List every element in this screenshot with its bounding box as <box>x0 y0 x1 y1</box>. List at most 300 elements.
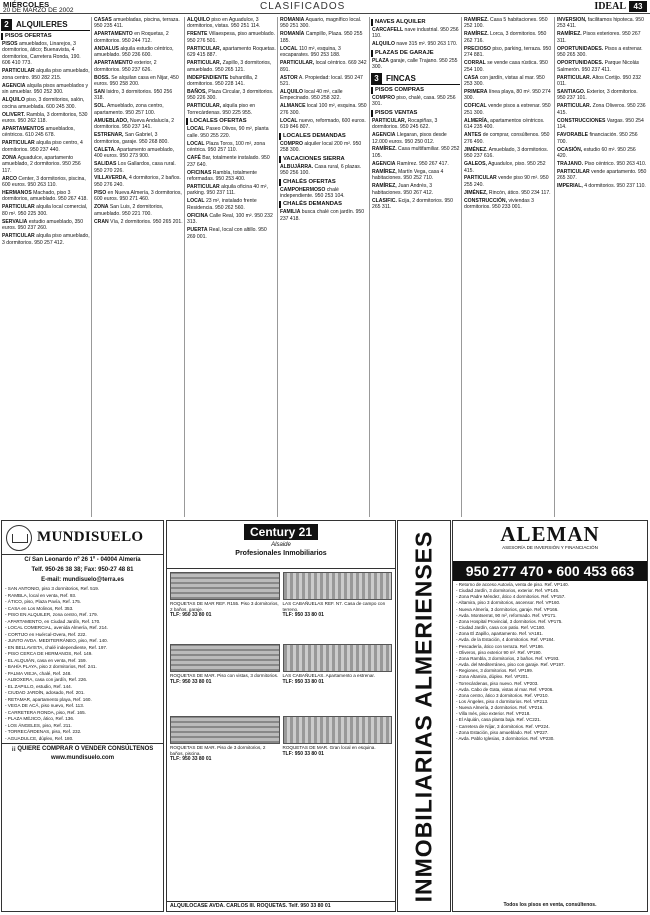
section-number: 3 <box>371 73 382 84</box>
classified-ad <box>1 233 91 246</box>
classified-ad-head: OFICINA <box>187 212 208 219</box>
list-item: - CARRETERA RONDA, piso, Ref. 165. <box>5 709 86 715</box>
property-card <box>283 572 393 641</box>
classified-ad-head: HERMANOS <box>2 190 32 197</box>
classified-ad-text: alquila oficina 40 m², parking. 950 237 111. <box>187 183 268 197</box>
property-text: LAS CABAÑUELAS. Apartamento a estrenar. <box>282 673 375 678</box>
list-item: - EL ALQUIÁN, casa en venta, Ref. 159. <box>5 657 87 663</box>
classified-ad-head: FRENTE <box>187 31 208 38</box>
classified-ad <box>93 175 184 188</box>
mundisuelo-phones: Telf. 950-26 38 38; Fax: 950-27 48 81 <box>31 567 134 573</box>
aleman-ad <box>452 520 648 912</box>
classified-column <box>1 17 92 517</box>
classified-ad-text: Martín Vega, casa 4 habitaciones. 950 252 710. <box>372 168 444 182</box>
classified-ad <box>463 161 554 174</box>
classified-ad <box>93 75 184 88</box>
classified-ad <box>463 89 554 102</box>
classified-ad-text: Pisos a estrenar. 950 265 300. <box>557 45 643 59</box>
list-item: - Zona centro, ático 3 dormitorios. Ref. VP210. <box>456 692 549 698</box>
classified-ad-head: ALMERÍA, <box>464 117 489 124</box>
classified-ad <box>463 147 554 160</box>
subsection-heading: PISOS COMPRAS <box>371 87 461 94</box>
classified-ad-text: Rocapiñas, 3 dormitorios. 950 245 622. <box>372 117 438 131</box>
property-text: ROQUETAS DE MAR. Gran local en esquina. <box>282 745 376 750</box>
classified-ad-head: CONSTRUCCIONES <box>557 117 606 124</box>
property-card <box>170 572 280 641</box>
classified-ad-text: Zapillo, 3 dormitorios, amueblado. 950 265 121. <box>187 60 272 73</box>
list-item: - TORRECÁRDENAS, piso, Ref. 232. <box>5 729 82 734</box>
classified-ad-head: COMPRO <box>372 94 395 101</box>
classified-ad-head: LOCAL <box>187 140 205 147</box>
list-item: - LOS ÁNGELES, piso, Ref. 211. <box>5 722 72 728</box>
classified-column <box>279 17 370 517</box>
classified-ad-head: PARTICULAR <box>2 140 35 147</box>
aleman-footer: Todos los pisos en venta, consúltenos. <box>503 902 597 908</box>
classified-ad-text: Ramírez. 950 267 417. <box>396 160 449 167</box>
classified-ad-head: VILLAVERDA, <box>94 175 128 182</box>
classified-ad-text: garaje, calle Trajano. 950 255 300. <box>372 57 458 71</box>
classified-ad-head: SERVALIA <box>2 218 28 225</box>
list-item: - PISO CERCA DE HERMANOS, Ref. 149. <box>5 651 93 656</box>
classified-ad-head: PARTICULAR, <box>187 103 222 110</box>
classified-ad <box>463 75 554 88</box>
classified-ad-head: ALQUILO <box>2 97 25 104</box>
classified-ad-text: estudio amueblado, 350 euros. 950 237 260. <box>2 218 84 232</box>
classified-ad-text: Juan Andrés, 3 habitaciones. 950 267 412. <box>372 183 434 196</box>
classified-ad-text: chalé independiente. 950 253 104. <box>280 186 345 200</box>
classified-ad-head: CARCAFELL <box>372 27 404 33</box>
property-phone: TLF: 950 33 80 01 <box>282 612 324 619</box>
subsection-heading: PLAZAS DE GARAJE <box>371 50 461 57</box>
classified-ad-head: OFICINAS <box>187 169 212 176</box>
classified-ad-text: Parque Nicolás Salmerón. 950 237 411. <box>557 60 640 73</box>
classified-column <box>93 17 185 517</box>
classified-ad <box>463 17 554 30</box>
classified-ad <box>371 198 461 211</box>
classified-ad <box>279 209 369 222</box>
classified-ad-head: PARTICULAR. <box>557 103 592 110</box>
classified-ad-text: vende pisos a estrenar. 950 251 300. <box>464 103 551 116</box>
classified-ad-text: Aguadulce, piso. 950 252 415. <box>464 161 546 174</box>
classified-ad-text: local céntrico. 669 342 891. <box>280 60 367 73</box>
classified-ad-text: Real, local con altillo. 950 269 001. <box>187 227 267 240</box>
classified-ad <box>463 60 554 73</box>
classified-ad <box>1 190 91 203</box>
list-item: - PLAZA MÉJICO, ático, Ref. 136. <box>5 716 75 721</box>
list-item: - SAN ANTONIO, piso 3 dormitorios, Ref. 519. <box>5 586 100 591</box>
property-photo <box>170 644 280 672</box>
list-item: - El Alquián, casa planta baja. Ref. VC221. <box>456 717 542 723</box>
subsection-heading: CHALÉS OFERTAS <box>279 179 369 186</box>
classified-ad-head: PARTICULAR, <box>187 45 222 52</box>
property-phone: TLF: 950 33 80 01 <box>282 750 324 757</box>
classified-ad-text: Villaespesa, piso amueblado. 950 276 501. <box>187 31 275 44</box>
page-number: 43 <box>629 1 647 12</box>
mundisuelo-web: www.mundisuelo.com <box>50 755 115 761</box>
classified-ad <box>279 75 369 88</box>
header-section: CLASIFICADOS <box>260 1 346 12</box>
classified-ad <box>371 41 461 47</box>
classified-ad-text: Nueva Andalucía, 2 dormitorios. 950 237 141. <box>94 117 175 131</box>
classified-ad-text: con jardín, vistas al mar. 950 253 300. <box>464 74 545 88</box>
classified-ad-head: SALIDAS <box>94 161 117 168</box>
classified-ad-text: alquila piso en Torrecárdenas. 950 225 955. <box>187 103 256 116</box>
classified-ad-text: amuebladas, piscina, terraza. 950 235 411. <box>94 17 180 30</box>
classified-ad-text: Isidro, 3 dormitorios. 950 256 318. <box>94 89 173 102</box>
classified-ad <box>93 118 184 131</box>
classified-ad-text: amueblados, céntricos. 610 245 678. <box>2 125 75 139</box>
classified-ad <box>93 161 184 174</box>
classified-ad <box>279 60 369 73</box>
subsection-heading: LOCALES OFERTAS <box>186 118 277 125</box>
classified-ad <box>556 60 648 73</box>
century21-properties <box>167 569 395 788</box>
classified-ad-text: Bar, totalmente instalado. 950 237 640. <box>187 155 270 168</box>
classified-ad <box>186 31 277 44</box>
classified-ad <box>93 204 184 217</box>
header-brand: IDEAL <box>594 1 626 12</box>
classified-ad <box>93 60 184 73</box>
classified-ad-text: línea playa, 80 m². 950 274 300. <box>464 89 551 102</box>
classified-ad-head: SANTIAGO. <box>557 89 586 96</box>
classified-ad-head: BOSS. <box>94 74 110 81</box>
classified-ad-head: PISO <box>94 189 107 196</box>
classified-ad-head: PARTICULAR <box>557 169 590 176</box>
classified-ad <box>279 103 369 116</box>
classified-ad <box>1 140 91 153</box>
aleman-header <box>453 521 647 561</box>
list-item: - Nueva Almería, 3 dormitorios, garaje. Ref. VP166. <box>456 606 559 612</box>
classified-ad-head: ZONA <box>94 204 109 211</box>
list-item: - Nueva Almería, 2 dormitorios. Ref. VP216. <box>456 705 544 711</box>
classified-ad <box>556 75 648 88</box>
classified-ad-text: 4 dormitorios. 950 237 110. <box>584 183 646 190</box>
classified-ad <box>279 17 369 30</box>
classified-ad-text: de comprar, consúltenos. 950 276 490. <box>464 132 550 145</box>
list-item: - APARTAMENTO, en Ciudad Jardín, Ref. 170. <box>5 618 101 624</box>
classified-ad-text: Ecija, 2 dormitorios. 950 265 311. <box>372 197 453 211</box>
classified-ad-text: San Luis, 2 dormitorios, amueblado. 950 221 700. <box>94 204 164 217</box>
classified-ad-text: Casa 5 habitaciones. 950 252 100. <box>464 17 548 30</box>
classified-ad <box>186 184 277 197</box>
classified-ad-head: AGENCIA <box>2 82 26 89</box>
classified-ad-head: PISOS <box>2 41 18 47</box>
classified-ad <box>93 147 184 160</box>
page-header <box>0 0 650 14</box>
classified-ad-head: FAMILIA <box>280 209 301 216</box>
classified-ad-text: Rincón, ático. 950 234 117. <box>488 189 551 196</box>
classified-ad-head: RAMÍREZ. <box>464 17 489 23</box>
classified-ad-head: IMPERIAL, <box>557 183 583 190</box>
classified-ad-text: Lorca, 3 dormitorios. 950 262 716. <box>464 31 547 44</box>
list-item: - Avda. Montserrat, 90 m², reformado. Ref. VP171. <box>456 612 557 618</box>
property-card <box>283 716 393 785</box>
property-phone: TLF: 950 33 80 01 <box>170 678 212 685</box>
property-text: ROQUETAS DE MAR REF. R155. Piso 3 dormitorios, 2 baños, garaje. <box>170 601 279 612</box>
list-item: - CIUDAD JARDÍN, adosado, Ref. 201. <box>5 690 85 695</box>
classified-column <box>186 17 278 517</box>
property-phone: TLF: 950 33 80 01 <box>282 678 324 685</box>
classified-ad-text: en Nueva Almería, 3 dormitorios, 600 euros. 950 271 460. <box>94 189 182 203</box>
classified-ad-text: alquila pisos amueblados y sin amueblar. 950 252 300. <box>2 82 89 96</box>
classified-ad-text: Altos Cortijo. 950 232 011. <box>557 74 641 88</box>
classified-ad-text: alquiler local 200 m². 950 258 300. <box>280 140 362 154</box>
classified-ad <box>371 183 461 196</box>
classified-ad-head: RAMÍREZ. <box>557 31 582 38</box>
classified-ad-text: Casa multifamiliar. 950 252 105. <box>372 146 460 159</box>
century21-tagline: Profesionales Inmobiliarios <box>235 550 327 557</box>
classified-ad-head: LOCAL <box>280 45 298 52</box>
list-item: - Altamira, piso 3 dormitorios, ascensor. Ref. VP160. <box>456 600 561 606</box>
classified-ad-head: OCASIÓN, <box>557 146 583 153</box>
classified-ad <box>186 89 277 102</box>
classified-ad-text: apartamentos céntricos. 614 235 400. <box>464 117 545 131</box>
classified-ad-text: en Roquetas, 2 dormitorios. 950 244 712. <box>94 31 169 44</box>
classified-ad-text: Vargas. 950 254 114. <box>557 117 644 131</box>
century21-office: Alsaide <box>271 542 291 548</box>
classified-ad <box>279 31 369 44</box>
classified-ad <box>1 204 91 217</box>
list-item: - RETAMAR, apartamento playa, Ref. 160. <box>5 696 92 702</box>
classified-ad-head: LOCAL <box>280 117 298 124</box>
property-photo <box>283 644 393 672</box>
classified-ad-head: PRIMERA <box>464 89 488 96</box>
classified-ad-text: Zona Oliveros. 950 236 415. <box>557 103 646 116</box>
property-photo <box>170 716 280 744</box>
list-item: - Villa Inés, piso exterior. Ref. VP218. <box>456 711 531 717</box>
classified-ad <box>186 60 277 73</box>
property-text: LAS CABAÑUELAS REF. N7. Casa de campo con terreno. <box>282 601 386 612</box>
classified-ad-head: PARTICULAR, <box>372 117 407 124</box>
list-item: - Zona Rambla, 3 dormitorios, 2 baños. Ref. VP193. <box>456 655 560 661</box>
list-item: - Zona Hospital Provincial, 3 dormitorios. Ref. VP175. <box>456 618 563 624</box>
list-item: - Avda. Cabo de Gata, vistas al mar. Ref. VP206. <box>456 686 554 692</box>
classified-ad-head: OPORTUNIDADES. <box>557 60 604 67</box>
classified-ad <box>371 169 461 182</box>
classified-ad <box>371 118 461 131</box>
classified-ad-text: financiación. 950 256 700. <box>557 132 638 145</box>
classified-ad-text: Llegaran, pisos desde 12.000 euros. 950 250 012. <box>372 132 447 145</box>
classified-ad <box>556 17 648 30</box>
aleman-name: ALEMAN <box>500 522 600 546</box>
classified-ad-text: exterior, 2 dormitorios. 950 237 626. <box>94 60 157 73</box>
classified-ad-head: CASAS <box>94 17 112 23</box>
classified-ad <box>371 95 461 108</box>
classified-ad-text: vende piso 90 m². 950 255 240. <box>464 175 549 188</box>
house-logo-icon <box>6 525 32 551</box>
classified-ad-text: estudio 60 m². 950 256 420. <box>557 146 636 160</box>
list-item: - LOCAL COMERCIAL, avenida Almería, Ref. 214. <box>5 625 108 630</box>
classified-ad-text: Paseo Olivos, 90 m², planta calle. 950 255 220. <box>187 126 269 139</box>
vertical-banner <box>397 520 451 912</box>
section-label: FINCAS <box>386 73 416 83</box>
property-text: ROQUETAS DE MAR. Piso de 3 dormitorios, 2 baños, piscina. <box>170 745 266 756</box>
section-label: ALQUILERES <box>16 20 68 29</box>
mundisuelo-email: E-mail: mundisuelo@terra.es <box>41 577 124 583</box>
classified-ad <box>1 112 91 125</box>
classified-ad-text: A. Propiedad: local. 950 247 521. <box>280 74 363 88</box>
classified-ad-text: Amueblado, 3 dormitorios. 950 237 616. <box>464 146 549 160</box>
classified-ad-head: PARTICULAR, <box>280 60 315 67</box>
classified-ad <box>463 31 554 44</box>
list-item: - Carretera de Níjar, 3 dormitorios. Ref. VP224. <box>456 723 550 729</box>
classified-ad <box>556 89 648 102</box>
classified-ad-head: TRAJANO. <box>557 161 584 168</box>
classified-ad <box>279 141 369 154</box>
header-day: MIÉRCOLES <box>3 0 50 9</box>
classified-ad-head: OPORTUNIDADES. <box>557 45 604 52</box>
property-photo <box>283 716 393 744</box>
classified-ad-head: ASTOR <box>280 74 298 81</box>
classified-ad-text: piso, 3 dormitorios, salón, cocina amueblada. 600 245 300. <box>2 97 85 110</box>
aleman-subtitle: ASESORÍA DE INVERSIÓN Y FINANCIACIÓN <box>502 545 598 550</box>
classified-ad-text: alquila piso amueblado, zona centro. 950 282 215. <box>2 68 90 81</box>
classified-ad-text: viviendas 3 dormitorios. 950 233 001. <box>464 197 534 211</box>
classified-ad <box>186 170 277 183</box>
list-item: - Torrecárdenas, piso nuevo. Ref. VP203. <box>456 680 539 686</box>
classified-ad-text: 4 dormitorios, 2 baños. 950 276 240. <box>94 175 181 188</box>
classified-ad-head: JIMÉNEZ, <box>464 189 488 196</box>
classified-ad-head: GALEOS, <box>464 161 487 168</box>
classified-ad-text: amueblados, Linarejos, 3 dormitorios, ático; Buenavista, 4 dormitorios, Carretera Ronda, 190. 606 410 773. <box>2 41 81 67</box>
classified-ad-text: Vía, 2 dormitorios. 950 265 201. <box>110 218 183 225</box>
classified-ad-text: local 40 m², calle Empecinado. 950 258 322. <box>280 89 343 102</box>
classified-ad-text: alquila piso centro, 4 dormitorios. 950 237 440. <box>2 140 83 153</box>
classified-ad-head: AGENCIA <box>372 160 396 167</box>
property-card <box>283 644 393 713</box>
classified-ad-head: CLASIFIC. <box>372 197 397 204</box>
mundisuelo-address: C/ San Leonardo nº 26 1º - 04004 Almería <box>24 557 141 563</box>
classified-ad <box>463 175 554 188</box>
mundisuelo-name: MUNDISUELO <box>37 529 144 545</box>
classified-ad-head: RAMÍREZ. <box>372 146 397 153</box>
classified-ad-head: APARTAMENTOS <box>2 125 45 132</box>
classified-ad <box>279 89 369 102</box>
property-card <box>170 716 280 785</box>
classified-ad-head: APARTAMENTO <box>94 60 133 67</box>
classified-ad-head: OLIVERT. <box>2 111 25 118</box>
classified-ad <box>279 118 369 131</box>
classified-ad-head: CALETA. <box>94 146 116 153</box>
classified-ad-head: ALQUILO <box>280 89 303 96</box>
classified-ad <box>1 97 91 110</box>
subsection-heading: NAVES ALQUILER <box>371 19 461 26</box>
classified-ad-head: AGENCIA <box>372 132 396 139</box>
classified-ad <box>371 58 461 71</box>
header-date: 20 DE MARZO DE 2002 <box>3 7 74 14</box>
classified-ad-text: Aguadulce, apartamento amueblado, 2 dormitorios. 950 256 117. <box>2 154 81 174</box>
classified-ad <box>371 161 461 167</box>
classified-ad-text: alquila local comercial, 80 m². 950 225 300. <box>2 204 88 217</box>
property-phone: TLF: 950 33 80 01 <box>170 612 212 619</box>
classified-ad-text: Center, 3 dormitorios, piscina, 600 euros. 950 263 110. <box>2 175 86 189</box>
list-item: - JUNTO AVDA. MEDITERRÁNEO, piso, Ref. 140. <box>5 638 108 643</box>
list-item: - Regiones, 3 dormitorios. Ref. VP199. <box>456 668 534 674</box>
classified-column <box>463 17 555 517</box>
classified-ad-head: ROMANÍA <box>280 31 305 38</box>
classified-ad <box>556 161 648 167</box>
classified-ad-text: alquila estudio céntrico, amueblado. 950 236 600. <box>94 45 174 59</box>
classified-ad-text: Calle Real, 100 m². 950 232 313. <box>187 212 273 226</box>
classified-ad <box>1 41 91 67</box>
list-item: - ALBOXERA, casa con jardín, Ref. 226. <box>5 677 88 682</box>
century21-logo: Century 21 <box>244 524 318 540</box>
classified-ad <box>93 46 184 59</box>
classified-ad-text: Se alquilan casa en Nijar, 450 euros. 950 258 200. <box>94 74 179 88</box>
classified-ad <box>556 31 648 44</box>
mundisuelo-footer: ¡¡ QUIERE COMPRAR O VENDER CONSÚLTENOS <box>2 743 163 753</box>
classified-ad-text: Piso céntrico. 950 263 410. <box>584 161 647 168</box>
list-item: - CASA en Los Molinos, Ref. 353. <box>5 605 74 611</box>
classified-ad-head: RAMÍREZ, <box>372 183 397 190</box>
list-item: - Ciudad Jardín, 3 dormitorios, exterior. Ref. VP145. <box>456 588 560 594</box>
list-item: - Pescadería, ático con terraza. Ref. VP186. <box>456 643 545 649</box>
century21-ad <box>166 520 396 912</box>
classified-ad-head: COMPRO <box>280 140 303 147</box>
classified-ad-text: piso, chalé, casa. 950 256 301. <box>372 94 456 108</box>
classified-ad-text: Casa rural, 6 plazas. 950 256 100. <box>280 163 362 177</box>
list-item: - Retorno de acceso Autovía, venta de piso. Ref. VP140. <box>456 582 569 587</box>
classified-ad-head: INVERSIÓN, <box>557 17 587 23</box>
classified-ad-text: vende apartamento. 950 265 307. <box>557 169 647 182</box>
property-phone: TLF: 950 33 80 01 <box>170 756 212 763</box>
classified-ad <box>186 126 277 139</box>
classified-ad-text: busca chalé con jardín. 950 237 418. <box>280 209 365 222</box>
classified-ad-head: ROMANÍA <box>280 17 305 23</box>
classified-ad <box>463 118 554 131</box>
aleman-phones: 950 277 470 • 600 453 663 <box>453 561 647 581</box>
list-item: - CORTIJO en Huércal-Overa, Ref. 222. <box>5 631 87 637</box>
classified-ad <box>1 176 91 189</box>
classified-ad <box>93 190 184 203</box>
list-item: - Avda. Pablo Iglesias, 3 dormitorios. Ref. VP230. <box>456 735 555 741</box>
classified-ad-text: Amueblado, zona centro, apartamento. 950 257 100. <box>94 103 164 116</box>
classified-ad-head: JIMÉNEZ. <box>464 146 488 153</box>
classified-ad <box>1 126 91 139</box>
section-number: 2 <box>1 19 12 30</box>
list-item: - Zona Estación, piso amueblado. Ref. VP227. <box>456 729 549 735</box>
classified-ad <box>463 103 554 116</box>
classified-ad-head: CONSTRUCCIÓN, <box>464 197 508 204</box>
mundisuelo-header <box>2 521 163 555</box>
classified-ad-text: 23 m², instalado frente Residencia. 950 262 560. <box>187 198 257 211</box>
classified-ad-text: buhardilla, 2 dormitorios. 950 228 141. <box>187 74 258 88</box>
classified-ad-head: AMUEBLADO, <box>94 117 129 124</box>
classified-ad-head: PUERTA <box>187 227 208 234</box>
classified-ad <box>556 46 648 59</box>
classified-ad <box>279 46 369 59</box>
century21-footer: ALQUILOCASE AVDA. CARLOS III. ROQUETAS. Telf. 950 33 80 01 <box>167 901 395 911</box>
classified-ad <box>93 17 184 30</box>
classified-ad <box>1 68 91 81</box>
classified-ad <box>93 103 184 116</box>
classified-ad-text: se vende casa rústica. 950 254 100. <box>464 60 548 73</box>
classified-ad-text: Exterior, 3 dormitorios. 950 237 101. <box>557 89 638 102</box>
classified-ad <box>279 164 369 177</box>
classified-ad-text: Rambla, 3 dormitorios, 530 euros. 950 262 118. <box>2 111 88 124</box>
list-item: - Ciudad Jardín, casa con patio. Ref. VC180. <box>456 625 546 631</box>
classified-ad-text: Plaza Circular, 3 dormitorios. 950 226 300. <box>187 89 274 102</box>
classified-ad <box>186 227 277 240</box>
classified-ad <box>186 198 277 211</box>
vertical-banner-text: INMOBILIARIAS ALMERIENSES <box>410 530 437 902</box>
century21-header <box>167 521 395 569</box>
classified-ad-text: 110 m², esquina, 3 escaparates. 950 253 188. <box>280 45 341 59</box>
classified-ad-text: piso, parking, terraza. 950 274 881. <box>464 45 552 59</box>
classified-ad-text: local 100 m², esquina. 950 276 300. <box>280 103 367 116</box>
classified-ad-head: LOCAL <box>187 198 205 205</box>
classified-ad <box>556 169 648 182</box>
